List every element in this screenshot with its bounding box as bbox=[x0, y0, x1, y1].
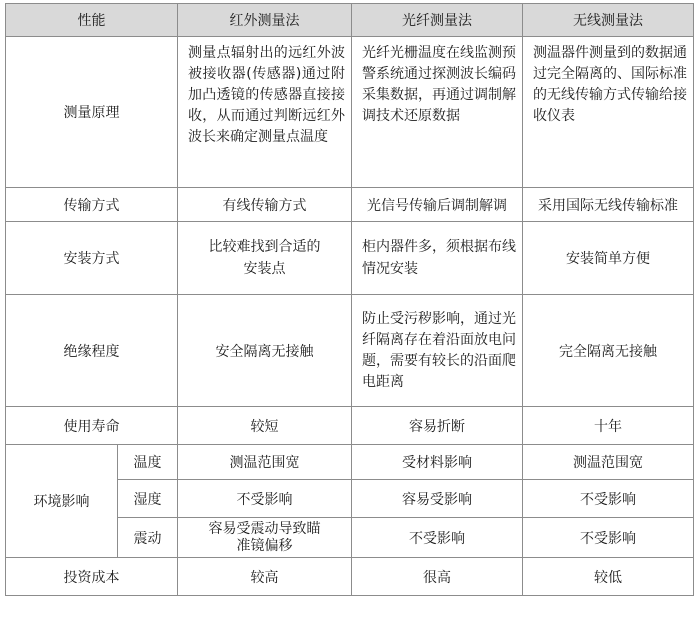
cell-fiber: 防止受污秽影响，通过光纤隔离存在着沿面放电问题，需要有较长的沿面爬电距离 bbox=[352, 295, 523, 407]
cell-fiber: 很高 bbox=[352, 558, 523, 596]
cell-infrared: 较高 bbox=[178, 558, 352, 596]
row-env-temperature bbox=[6, 445, 694, 480]
cell-infrared: 较短 bbox=[178, 407, 352, 445]
cell-fiber: 容易折断 bbox=[352, 407, 523, 445]
cell-wireless: 不受影响 bbox=[523, 480, 694, 518]
row-label: 传输方式 bbox=[6, 188, 178, 222]
row-install bbox=[6, 222, 694, 295]
cell-fiber: 受材料影响 bbox=[352, 445, 523, 480]
cell-infrared: 安全隔离无接触 bbox=[178, 295, 352, 407]
cell-fiber: 光信号传输后调制解调 bbox=[352, 188, 523, 222]
row-label: 使用寿命 bbox=[6, 407, 178, 445]
cell-wireless: 较低 bbox=[523, 558, 694, 596]
cell-fiber: 光纤光栅温度在线监测预警系统通过探测波长编码采集数据，再通过调制解调技术还原数据 bbox=[352, 37, 523, 188]
cell-infrared: 不受影响 bbox=[178, 480, 352, 518]
sub-label: 温度 bbox=[118, 445, 178, 480]
header-wireless: 无线测量法 bbox=[523, 4, 694, 37]
sub-label: 震动 bbox=[118, 518, 178, 558]
cell-infrared: 容易受震动导致瞄准镜偏移 bbox=[178, 518, 352, 558]
comparison-table bbox=[5, 3, 694, 596]
cell-wireless: 采用国际无线传输标准 bbox=[523, 188, 694, 222]
cell-fiber: 不受影响 bbox=[352, 518, 523, 558]
cell-infrared: 测温范围宽 bbox=[178, 445, 352, 480]
header-infrared: 红外测量法 bbox=[178, 4, 352, 37]
cell-infrared: 测量点辐射出的远红外波被接收器(传感器)通过附加凸透镜的传感器直接接收，从而通过判断远红外波长来确定测量点温度 bbox=[178, 37, 352, 188]
row-life bbox=[6, 407, 694, 445]
cell-wireless: 十年 bbox=[523, 407, 694, 445]
row-cost bbox=[6, 558, 694, 596]
row-transmission bbox=[6, 188, 694, 222]
cell-fiber: 容易受影响 bbox=[352, 480, 523, 518]
header-fiber: 光纤测量法 bbox=[352, 4, 523, 37]
cell-fiber: 柜内器件多，须根据布线情况安装 bbox=[352, 222, 523, 295]
row-principle bbox=[6, 37, 694, 188]
cell-wireless: 安装简单方便 bbox=[523, 222, 694, 295]
cell-wireless: 完全隔离无接触 bbox=[523, 295, 694, 407]
header-row bbox=[6, 4, 694, 37]
header-property: 性能 bbox=[6, 4, 178, 37]
row-label: 测量原理 bbox=[6, 37, 178, 188]
cell-wireless: 测温范围宽 bbox=[523, 445, 694, 480]
row-label: 安装方式 bbox=[6, 222, 178, 295]
sub-label: 湿度 bbox=[118, 480, 178, 518]
row-label: 绝缘程度 bbox=[6, 295, 178, 407]
cell-wireless: 测温器件测量到的数据通过完全隔离的、国际标准的无线传输方式传输给接收仪表 bbox=[523, 37, 694, 188]
row-label-environment: 环境影响 bbox=[6, 445, 118, 558]
row-insulation bbox=[6, 295, 694, 407]
cell-wireless: 不受影响 bbox=[523, 518, 694, 558]
cell-infrared: 有线传输方式 bbox=[178, 188, 352, 222]
row-label: 投资成本 bbox=[6, 558, 178, 596]
cell-infrared: 比较难找到合适的安装点 bbox=[178, 222, 352, 295]
